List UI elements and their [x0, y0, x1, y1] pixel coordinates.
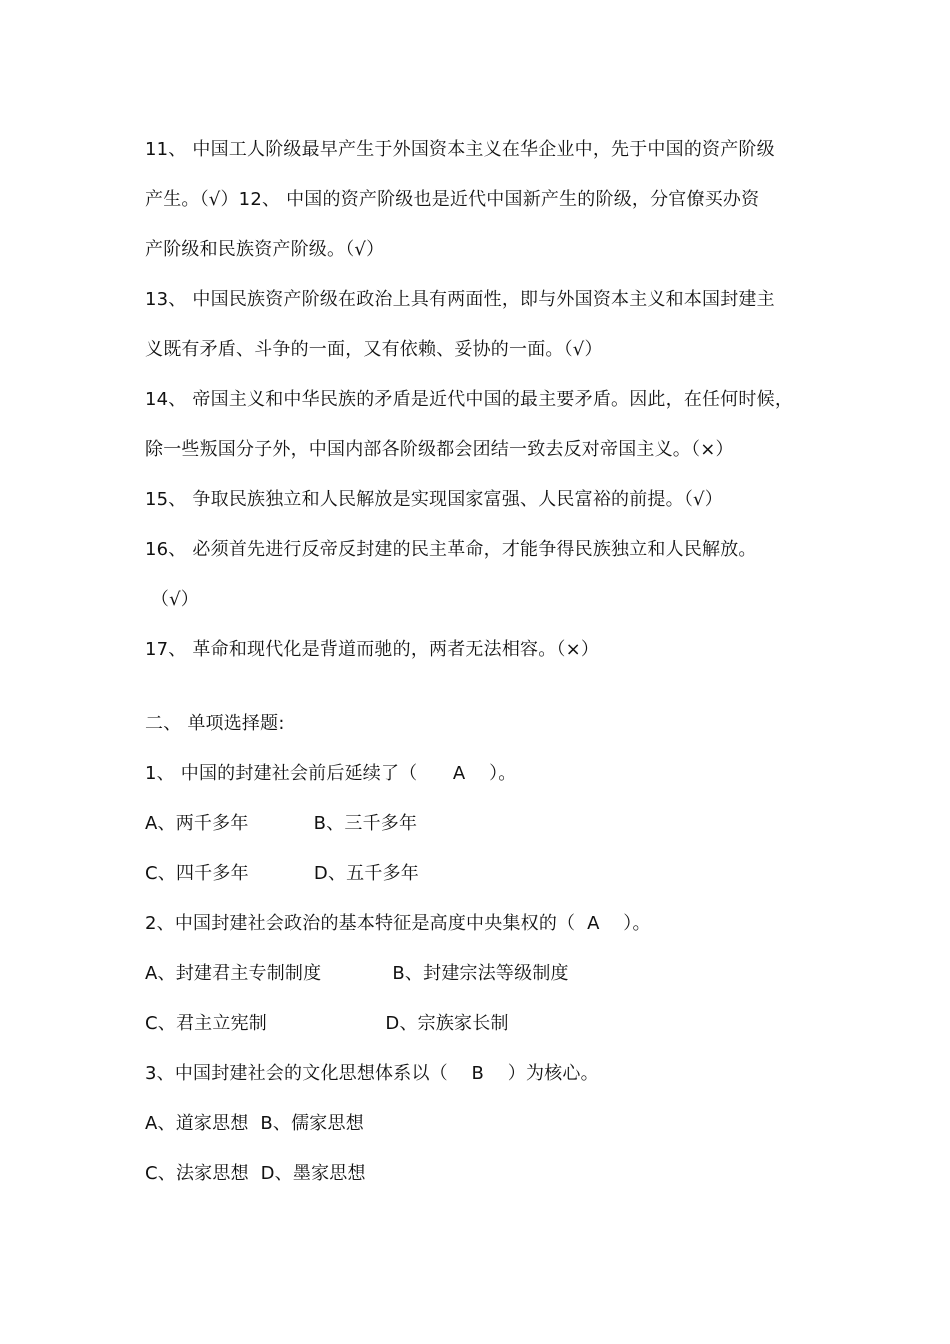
text-line: 13、 中国民族资产阶级在政治上具有两面性，即与外国资本主义和本国封建主 [145, 289, 775, 310]
section-heading: 二、 单项选择题: [145, 713, 285, 734]
text-line: （√） [145, 589, 199, 610]
text-line: 15、 争取民族独立和人民解放是实现国家富强、人民富裕的前提。（√） [145, 489, 723, 510]
text-line: 17、 革命和现代化是背道而驰的，两者无法相容。（×） [145, 639, 600, 660]
option-line: A、道家思想 B、儒家思想 [145, 1113, 364, 1134]
text-line: 11、 中国工人阶级最早产生于外国资本主义在华企业中，先于中国的资产阶级 [145, 139, 775, 160]
text-line: 义既有矛盾、斗争的一面，又有依赖、妥协的一面。（√） [145, 339, 603, 360]
option-line: A、两千多年 B、三千多年 [145, 813, 418, 834]
text-line: 产阶级和民族资产阶级。（√） [145, 239, 385, 260]
question-line: 1、 中国的封建社会前后延续了（ A ）。 [145, 763, 517, 784]
question-line: 2、中国封建社会政治的基本特征是高度中央集权的（ A ）。 [145, 913, 651, 934]
option-line: C、法家思想 D、墨家思想 [145, 1163, 366, 1184]
option-line: C、四千多年 D、五千多年 [145, 863, 419, 884]
text-line: 16、 必须首先进行反帝反封建的民主革命，才能争得民族独立和人民解放。 [145, 539, 757, 560]
text-line: 产生。（√）12、 中国的资产阶级也是近代中国新产生的阶级，分官僚买办资 [145, 189, 760, 210]
text-line: 除一些叛国分子外，中国内部各阶级都会团结一致去反对帝国主义。（×） [145, 439, 734, 460]
option-line: C、君主立宪制 D、宗族家长制 [145, 1013, 509, 1034]
option-line: A、封建君主专制制度 B、封建宗法等级制度 [145, 963, 569, 984]
text-line: 14、 帝国主义和中华民族的矛盾是近代中国的最主要矛盾。因此，在任何时候， [145, 389, 794, 410]
question-line: 3、中国封建社会的文化思想体系以（ B ）为核心。 [145, 1063, 599, 1084]
